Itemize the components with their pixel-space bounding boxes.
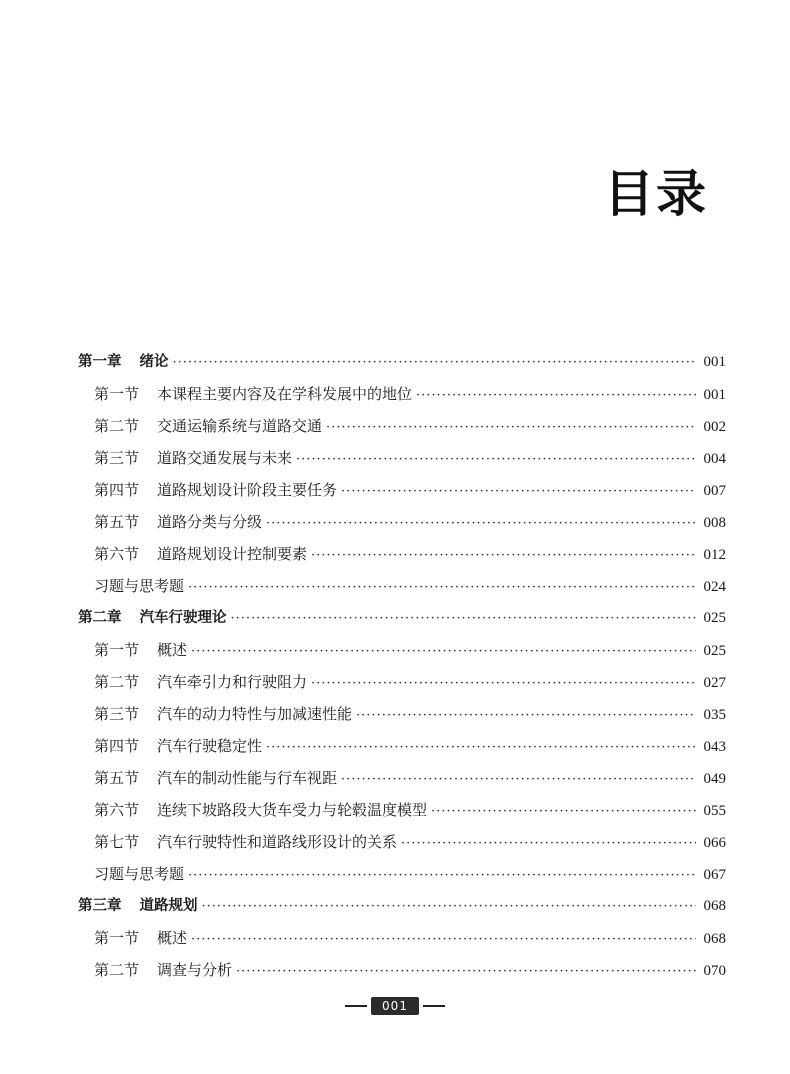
toc-title: 调查与分析: [157, 961, 233, 979]
toc-page-number: 008: [703, 515, 726, 531]
toc-title: 道路交通发展与未来: [157, 449, 293, 467]
toc-row[interactable]: [78, 634, 726, 666]
toc-number: 第一节: [94, 385, 140, 403]
toc-number: 第六节: [94, 801, 140, 819]
toc-title: 概述: [157, 641, 188, 659]
toc-page-number: 070: [703, 963, 726, 979]
toc-number: 第七节: [94, 833, 140, 851]
footer-rule-left: [345, 1005, 367, 1007]
toc-page-number: 067: [703, 867, 726, 883]
toc-title: 汽车行驶稳定性: [157, 737, 263, 755]
toc-leader-dots: [296, 444, 696, 476]
toc-leader-dots: [173, 347, 697, 379]
toc-leader-dots: [431, 796, 696, 828]
toc-number: 第一章: [78, 354, 122, 370]
toc-row[interactable]: [78, 730, 726, 762]
toc-title: 道路规划设计控制要素: [157, 545, 308, 563]
page-footer: [345, 997, 445, 1015]
toc-row[interactable]: [78, 442, 726, 474]
toc-row[interactable]: [78, 346, 726, 378]
toc-row[interactable]: [78, 794, 726, 826]
toc-page-number: 007: [703, 483, 726, 499]
toc-title: 汽车行驶理论: [139, 610, 227, 626]
toc-leader-dots: [266, 732, 696, 764]
toc-row[interactable]: [78, 666, 726, 698]
toc-page-number: 027: [703, 675, 726, 691]
toc-page-number: 043: [703, 739, 726, 755]
toc-number: 第一节: [94, 929, 140, 947]
toc-page-number: 035: [703, 707, 726, 723]
toc-title: 本课程主要内容及在学科发展中的地位: [157, 385, 413, 403]
toc-row[interactable]: [78, 826, 726, 858]
toc-leader-dots: [236, 956, 696, 988]
toc-number: 第二节: [94, 673, 140, 691]
toc-number: 第六节: [94, 545, 140, 563]
toc-leader-dots: [341, 476, 696, 508]
toc-leader-dots: [326, 412, 696, 444]
toc-leader-dots: [341, 764, 696, 796]
toc-row[interactable]: [78, 410, 726, 442]
toc-number: 第三章: [78, 898, 122, 914]
toc-row[interactable]: [78, 954, 726, 986]
toc-title: 绪论: [139, 354, 169, 370]
toc-row[interactable]: [78, 762, 726, 794]
toc-number: 第四节: [94, 481, 140, 499]
toc-leader-dots: [311, 668, 696, 700]
toc-leader-dots: [401, 828, 696, 860]
footer-page-number: 001: [371, 997, 419, 1015]
toc-title: 交通运输系统与道路交通: [157, 417, 323, 435]
toc-title: 汽车牵引力和行驶阻力: [157, 673, 308, 691]
toc-title: 道路规划: [139, 898, 198, 914]
toc-page-number: 055: [703, 803, 726, 819]
toc-title: 汽车的动力特性与加减速性能: [157, 705, 353, 723]
toc-row[interactable]: [78, 698, 726, 730]
toc-leader-dots: [191, 924, 696, 956]
toc-leader-dots: [311, 540, 696, 572]
toc-number: 第二节: [94, 961, 140, 979]
toc-page-number: 025: [703, 643, 726, 659]
toc-leader-dots: [188, 860, 696, 892]
toc-title: 习题与思考题: [94, 577, 185, 595]
toc-page-number: 049: [703, 771, 726, 787]
footer-rule-right: [423, 1005, 445, 1007]
toc-row[interactable]: [78, 602, 726, 634]
toc-title: 汽车行驶特性和道路线形设计的关系: [157, 833, 398, 851]
toc-page-number: 024: [703, 579, 726, 595]
toc-number: 第三节: [94, 449, 140, 467]
toc-leader-dots: [266, 508, 696, 540]
toc-page-number: 012: [703, 547, 726, 563]
toc-leader-dots: [188, 572, 696, 604]
toc-page-number: 004: [703, 451, 726, 467]
toc-title: 概述: [157, 929, 188, 947]
toc-row[interactable]: [78, 858, 726, 890]
toc-title: 道路分类与分级: [157, 513, 263, 531]
toc-number: 第二节: [94, 417, 140, 435]
toc-number: 第四节: [94, 737, 140, 755]
toc-title: 习题与思考题: [94, 865, 185, 883]
toc-page-number: 068: [703, 898, 726, 914]
toc-leader-dots: [231, 603, 697, 635]
toc-number: 第三节: [94, 705, 140, 723]
toc-number: 第五节: [94, 513, 140, 531]
toc-leader-dots: [191, 636, 696, 668]
toc-number: 第五节: [94, 769, 140, 787]
toc-leader-dots: [356, 700, 696, 732]
toc-page-number: 066: [703, 835, 726, 851]
toc-row[interactable]: [78, 922, 726, 954]
toc-page-number: 068: [703, 931, 726, 947]
toc-row[interactable]: [78, 506, 726, 538]
table-of-contents: [78, 346, 726, 986]
page-title: 目录: [604, 165, 708, 223]
toc-row[interactable]: [78, 474, 726, 506]
toc-number: 第二章: [78, 610, 122, 626]
toc-page-number: 001: [703, 387, 726, 403]
toc-row[interactable]: [78, 378, 726, 410]
toc-row[interactable]: [78, 890, 726, 922]
toc-leader-dots: [202, 891, 697, 923]
toc-title: 连续下坡路段大货车受力与轮毂温度模型: [157, 801, 428, 819]
toc-title: 道路规划设计阶段主要任务: [157, 481, 338, 499]
toc-page-number: 025: [703, 610, 726, 626]
toc-row[interactable]: [78, 538, 726, 570]
toc-page-number: 001: [703, 354, 726, 370]
toc-title: 汽车的制动性能与行车视距: [157, 769, 338, 787]
toc-row[interactable]: [78, 570, 726, 602]
toc-number: 第一节: [94, 641, 140, 659]
toc-page-number: 002: [703, 419, 726, 435]
toc-leader-dots: [416, 380, 696, 412]
